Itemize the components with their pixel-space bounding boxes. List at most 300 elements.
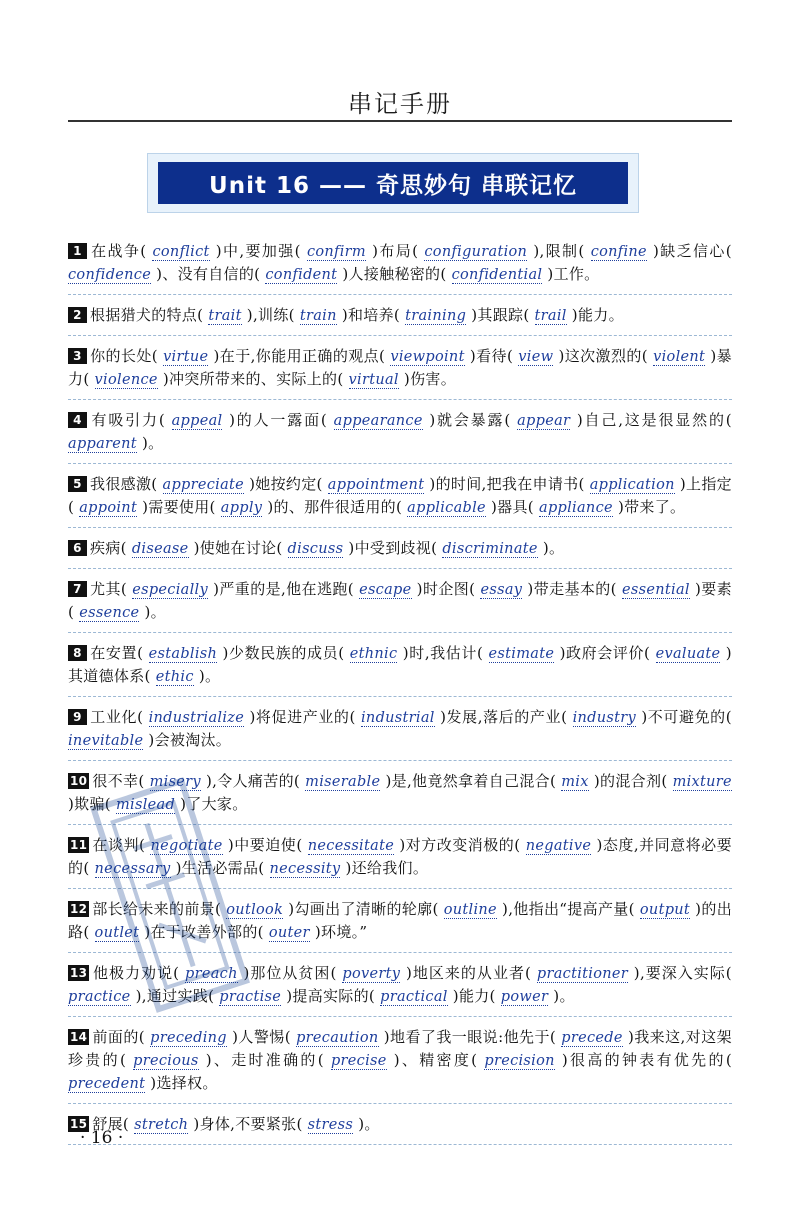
vocab-word: outlet (94, 925, 140, 941)
vocab-word: practical (380, 989, 448, 1005)
vocab-word: appreciate (162, 477, 245, 493)
paren-open: ( (209, 498, 221, 516)
paren-close: ) (198, 1051, 212, 1069)
vocab-word: evaluate (655, 646, 721, 662)
paren-close: ) (200, 772, 213, 790)
entry-number-badge: 15 (70, 1117, 88, 1131)
paren-open: ( (725, 708, 732, 726)
sentence-text: 能力。 (577, 306, 624, 324)
paren-close: ) (188, 539, 200, 557)
vocab-word: training (405, 308, 467, 324)
sentence-text: 布局 (378, 242, 413, 260)
entry-number-badge: 3 (68, 348, 87, 364)
paren-close: ) (424, 475, 436, 493)
paren-open: ( (317, 1051, 331, 1069)
paren-close: ) (175, 795, 187, 813)
entry-item (68, 295, 732, 336)
sentence-text: 发展,落后的产业 (446, 708, 562, 726)
sentence-text: 、精密度 (399, 1051, 472, 1069)
vocab-word: essential (622, 582, 690, 598)
vocab-word: establish (148, 646, 218, 662)
paren-open: ( (151, 347, 164, 365)
sentence-text: 将促进产业的 (255, 708, 350, 726)
paren-open: ( (215, 900, 227, 918)
vocab-word: appearance (333, 413, 423, 429)
paren-close: ) (139, 603, 151, 621)
sentence-text: 要素 (701, 580, 732, 598)
paren-open: ( (276, 539, 288, 557)
running-head: 串记手册 (348, 90, 452, 118)
header-rule (68, 120, 732, 122)
vocab-word: practise (219, 989, 282, 1005)
entry-number-badge: 10 (70, 774, 88, 788)
paren-open: ( (661, 772, 673, 790)
paren-close: ) (380, 772, 392, 790)
vocab-word: trait (208, 308, 242, 324)
sentence-text: 选择权。 (156, 1074, 218, 1092)
entry-number-badge: 5 (68, 476, 87, 492)
sentence-text: 。 (364, 1115, 380, 1133)
vocab-word: practice (68, 989, 131, 1005)
vocab-word: precision (484, 1053, 555, 1069)
sentence-text: 她按约定 (255, 475, 317, 493)
paren-open: ( (506, 347, 519, 365)
vocab-word: outline (443, 902, 497, 918)
sentence-text: 缺乏信心 (659, 242, 726, 260)
sentence-text: 中受到歧视 (354, 539, 432, 557)
paren-close: ) (674, 475, 687, 493)
entry-item (68, 464, 732, 528)
paren-close: ) (244, 475, 256, 493)
vocab-word: precaution (296, 1030, 379, 1046)
sentence-text: 在于,你能用正确的观点 (219, 347, 380, 365)
paren-close: ) (527, 242, 540, 260)
sentence-text: 还给我们。 (351, 859, 429, 877)
paren-close: ) (151, 265, 163, 283)
entry-number-badge: 7 (68, 581, 87, 597)
paren-close: ) (690, 900, 702, 918)
paren-close: ) (400, 964, 413, 982)
sentence-text: 时企图 (422, 580, 470, 598)
paren-open: ( (725, 242, 732, 260)
paren-open: ( (347, 580, 360, 598)
sentence-text: 生活必需品 (181, 859, 259, 877)
paren-open: ( (83, 859, 95, 877)
paren-open: ( (610, 580, 622, 598)
vocab-word: confidence (68, 267, 152, 283)
vocab-word: inevitable (68, 733, 144, 749)
vocab-word: power (500, 989, 549, 1005)
vocab-word: mixture (672, 774, 732, 790)
entry-number-badge: 14 (70, 1030, 88, 1044)
paren-open: ( (68, 498, 80, 516)
entry-item (68, 569, 732, 633)
vocab-word: appear (517, 413, 571, 429)
paren-open: ( (139, 836, 151, 854)
paren-open: ( (431, 539, 443, 557)
paren-open: ( (104, 795, 116, 813)
vocab-word: violence (94, 372, 158, 388)
sentence-text: 根据猎犬的特点 (90, 306, 198, 324)
sentence-text: 政府会评价 (565, 644, 645, 662)
paren-open: ( (330, 964, 343, 982)
sentence-text: 在安置 (90, 644, 138, 662)
paren-open: ( (578, 242, 591, 260)
paren-close: ) (466, 306, 478, 324)
entry-item (68, 825, 732, 889)
sentence-text: 看待 (476, 347, 507, 365)
paren-open: ( (257, 923, 269, 941)
sentence-text: 在谈判 (92, 836, 140, 854)
sentence-text: 暴力 (68, 347, 732, 388)
paren-close: ) (447, 987, 459, 1005)
paren-open: ( (197, 306, 209, 324)
paren-open: ( (158, 411, 172, 429)
vocab-word: violent (653, 349, 706, 365)
paren-close: ) (365, 242, 379, 260)
sentence-text: 能力 (458, 987, 490, 1005)
sentence-text: 在战争 (90, 242, 141, 260)
entry-item (68, 400, 732, 464)
sentence-text: 的、那件很适用的 (273, 498, 396, 516)
paren-open: ( (338, 644, 350, 662)
paren-close: ) (496, 900, 509, 918)
vocab-word: stretch (134, 1117, 189, 1133)
paren-open: ( (293, 772, 306, 790)
entry-item (68, 234, 732, 295)
entry-item (68, 697, 732, 761)
paren-open: ( (120, 539, 132, 557)
vocab-word: essay (480, 582, 523, 598)
sentence-text: 的时间,把我在申请书 (435, 475, 579, 493)
vocab-word: virtue (163, 349, 209, 365)
paren-close: ) (244, 708, 256, 726)
vocab-word: output (639, 902, 691, 918)
sentence-text: 不可避免的 (647, 708, 726, 726)
paren-open: ( (296, 1115, 308, 1133)
sentence-text: 少数民族的成员 (228, 644, 339, 662)
sentence-text: 中,要加强 (221, 242, 295, 260)
sentence-text: 提高实际的 (292, 987, 369, 1005)
vocab-word: necessitate (307, 838, 395, 854)
paren-open: ( (641, 347, 654, 365)
paren-open: ( (316, 475, 328, 493)
sentence-text: 地区来的从业者 (412, 964, 525, 982)
sentence-text: 。 (205, 667, 221, 685)
paren-close: ) (139, 923, 151, 941)
paren-open: ( (122, 1115, 135, 1133)
vocab-word: appliance (539, 500, 613, 516)
paren-open: ( (151, 475, 163, 493)
paren-open: ( (514, 836, 526, 854)
vocab-word: view (518, 349, 554, 365)
paren-open: ( (294, 242, 307, 260)
vocab-word: precedent (68, 1076, 146, 1092)
entry-list (68, 234, 732, 1145)
paren-open: ( (258, 859, 270, 877)
entry-number-badge: 12 (70, 902, 88, 916)
entry-number-badge: 9 (68, 709, 87, 725)
paren-open: ( (284, 1028, 297, 1046)
paren-close: ) (705, 347, 717, 365)
paren-close: ) (553, 347, 565, 365)
sentence-text: 工作。 (553, 265, 600, 283)
entry-item (68, 953, 732, 1017)
paren-close: ) (207, 580, 220, 598)
paren-close: ) (336, 306, 348, 324)
paren-open: ( (628, 900, 640, 918)
sentence-text: ,他指出“提高产量 (508, 900, 629, 918)
entry-number-badge: 6 (68, 540, 87, 556)
sentence-text: 带走基本的 (533, 580, 611, 598)
unit-title: Unit 16 —— 奇思妙句 串联记忆 (158, 162, 628, 204)
paren-open: ( (368, 987, 381, 1005)
paren-close: ) (241, 306, 253, 324)
paren-close: ) (548, 987, 560, 1005)
paren-open: ( (137, 708, 149, 726)
sentence-text: 地看了我一眼说:他先于 (389, 1028, 550, 1046)
sentence-text: 。 (150, 603, 166, 621)
paren-open: ( (68, 603, 80, 621)
paren-close: ) (137, 498, 149, 516)
sentence-text: ,限制 (539, 242, 579, 260)
paren-open: ( (140, 242, 153, 260)
sentence-text: 严重的是,他在逃跑 (219, 580, 348, 598)
sentence-text: 舒展 (92, 1115, 123, 1133)
vocab-word: apparent (68, 436, 137, 452)
paren-close: ) (411, 580, 423, 598)
paren-close: ) (464, 347, 477, 365)
paren-close: ) (353, 1115, 365, 1133)
sentence-text: 。 (549, 539, 565, 557)
vocab-word: application (589, 477, 675, 493)
paren-open: ( (527, 498, 539, 516)
sentence-text: 你的长处 (90, 347, 152, 365)
paren-close: ) (397, 644, 409, 662)
paren-open: ( (254, 265, 266, 283)
paren-close: ) (130, 987, 142, 1005)
sentence-text: 疾病 (90, 539, 121, 557)
paren-open: ( (337, 370, 349, 388)
vocab-word: train (299, 308, 337, 324)
vocab-word: discuss (287, 541, 344, 557)
paren-close: ) (136, 434, 149, 452)
paren-open: ( (725, 964, 732, 982)
vocab-word: trail (534, 308, 567, 324)
vocab-word: ethnic (349, 646, 398, 662)
unit-title-frame (147, 153, 639, 213)
sentence-text: 的混合剂 (599, 772, 662, 790)
sentence-text: 欺骗 (74, 795, 105, 813)
paren-close: ) (588, 772, 600, 790)
vocab-word: preceding (150, 1030, 227, 1046)
paren-close: ) (309, 923, 322, 941)
entry-item (68, 528, 732, 569)
paren-close: ) (720, 644, 732, 662)
paren-open: ( (120, 580, 133, 598)
paren-open: ( (469, 580, 481, 598)
vocab-word: ethic (155, 669, 194, 685)
vocab-word: estimate (488, 646, 555, 662)
sentence-text: 的人一露面 (235, 411, 321, 429)
paren-close: ) (398, 370, 411, 388)
vocab-word: poverty (342, 966, 401, 982)
vocab-word: precious (133, 1053, 199, 1069)
paren-close: ) (337, 265, 349, 283)
paren-open: ( (173, 964, 186, 982)
paren-close: ) (217, 644, 229, 662)
paren-close: ) (434, 708, 447, 726)
vocab-word: negotiate (150, 838, 223, 854)
sentence-text: 带来了。 (624, 498, 686, 516)
entry-item (68, 336, 732, 400)
sentence-text: 部长给未来的前景 (92, 900, 216, 918)
paren-open: ( (549, 1028, 562, 1046)
vocab-word: confident (265, 267, 338, 283)
entry-number-badge: 13 (70, 966, 88, 980)
paren-close: ) (237, 964, 250, 982)
paren-close: ) (283, 900, 295, 918)
vocab-word: industry (572, 710, 636, 726)
vocab-word: mislead (116, 797, 176, 813)
paren-close: ) (343, 539, 355, 557)
entry-item (68, 1104, 732, 1145)
vocab-word: configuration (424, 244, 528, 260)
paren-close: ) (554, 644, 566, 662)
vocab-word: disease (131, 541, 189, 557)
paren-open: ( (296, 836, 308, 854)
sentence-text: 自己,这是很显然的 (583, 411, 726, 429)
sentence-text: 很高的钟表有优先的 (568, 1051, 726, 1069)
sentence-text: 、走时准确的 (211, 1051, 318, 1069)
sentence-text: ,要深入实际 (639, 964, 726, 982)
paren-close: ) (542, 265, 554, 283)
sentence-text: 伤害。 (410, 370, 456, 388)
paren-open: ( (504, 411, 518, 429)
paren-close: ) (209, 242, 222, 260)
paren-close: ) (222, 411, 236, 429)
paren-close: ) (635, 708, 648, 726)
paren-open: ( (349, 708, 361, 726)
paren-open: ( (138, 1028, 151, 1046)
paren-open: ( (393, 306, 406, 324)
paren-close: ) (157, 370, 169, 388)
entry-number-badge: 2 (68, 307, 87, 323)
sentence-text: 工业化 (90, 708, 138, 726)
sentence-text: 很不幸 (92, 772, 139, 790)
vocab-word: preach (185, 966, 238, 982)
paren-close: ) (208, 347, 220, 365)
sentence-text: 勾画出了清晰的轮廓 (294, 900, 433, 918)
vocab-word: appointment (327, 477, 425, 493)
paren-open: ( (578, 475, 590, 493)
sentence-text: 其跟踪 (477, 306, 524, 324)
sentence-text: 的出路 (68, 900, 732, 941)
sentence-text: 和培养 (347, 306, 394, 324)
paren-close: ) (226, 1028, 239, 1046)
paren-open: ( (137, 644, 149, 662)
sentence-text: 、没有自信的 (162, 265, 255, 283)
page-number: · 16 · (80, 1128, 124, 1148)
paren-close: ) (554, 1051, 569, 1069)
paren-open: ( (395, 498, 408, 516)
paren-open: ( (725, 411, 732, 429)
paren-close: ) (422, 411, 436, 429)
sentence-text: ,令人痛苦的 (212, 772, 294, 790)
paren-open: ( (412, 242, 425, 260)
sentence-text: 他极力劝说 (92, 964, 174, 982)
vocab-word: industrialize (148, 710, 245, 726)
paren-open: ( (144, 667, 156, 685)
sentence-text: 时,我估计 (408, 644, 477, 662)
sentence-text: 需要使用 (148, 498, 210, 516)
paren-close: ) (591, 836, 603, 854)
entry-item (68, 1017, 732, 1104)
vocab-word: stress (307, 1117, 354, 1133)
paren-close: ) (170, 859, 182, 877)
entry-number-badge: 8 (68, 645, 87, 661)
paren-open: ( (320, 411, 334, 429)
entry-item (68, 633, 732, 697)
sentence-text: 器具 (497, 498, 528, 516)
vocab-word: apply (220, 500, 263, 516)
paren-open: ( (489, 987, 501, 1005)
paren-close: ) (188, 1115, 200, 1133)
vocab-word: necessity (269, 861, 341, 877)
sentence-text: 我来这,对这架珍贵的 (68, 1028, 732, 1069)
paren-open: ( (725, 1051, 732, 1069)
sentence-text: ,通过实践 (141, 987, 209, 1005)
sentence-text: 这次激烈的 (564, 347, 642, 365)
sentence-text: 是,他竟然拿着自己混合 (391, 772, 550, 790)
paren-open: ( (561, 708, 573, 726)
vocab-word: especially (132, 582, 208, 598)
paren-close: ) (378, 1028, 390, 1046)
paren-close: ) (193, 667, 205, 685)
paren-close: ) (68, 795, 75, 813)
sentence-text: 那位从贫困 (249, 964, 331, 982)
vocab-word: miserable (305, 774, 381, 790)
vocab-word: mix (561, 774, 589, 790)
sentence-text: 我很感激 (90, 475, 152, 493)
vocab-word: negative (525, 838, 592, 854)
paren-close: ) (646, 242, 660, 260)
paren-close: ) (570, 411, 584, 429)
paren-open: ( (440, 265, 452, 283)
sentence-text: 环境。” (321, 923, 368, 941)
paren-open: ( (432, 900, 444, 918)
paren-open: ( (83, 370, 95, 388)
vocab-word: confine (590, 244, 647, 260)
paren-close: ) (281, 987, 293, 1005)
paren-close: ) (612, 498, 625, 516)
sentence-text: 上指定 (686, 475, 732, 493)
paren-close: ) (143, 731, 155, 749)
paren-open: ( (379, 347, 391, 365)
sentence-text: 冲突所带来的、实际上的 (169, 370, 338, 388)
vocab-word: appeal (171, 413, 223, 429)
paren-close: ) (566, 306, 578, 324)
entry-item (68, 889, 732, 953)
vocab-word: practitioner (536, 966, 628, 982)
sentence-text: 对方改变消极的 (405, 836, 515, 854)
paren-close: ) (622, 1028, 635, 1046)
vocab-word: precise (330, 1053, 387, 1069)
paren-close: ) (522, 580, 534, 598)
paren-open: ( (288, 306, 300, 324)
vocab-word: conflict (152, 244, 210, 260)
paren-close: ) (262, 498, 274, 516)
